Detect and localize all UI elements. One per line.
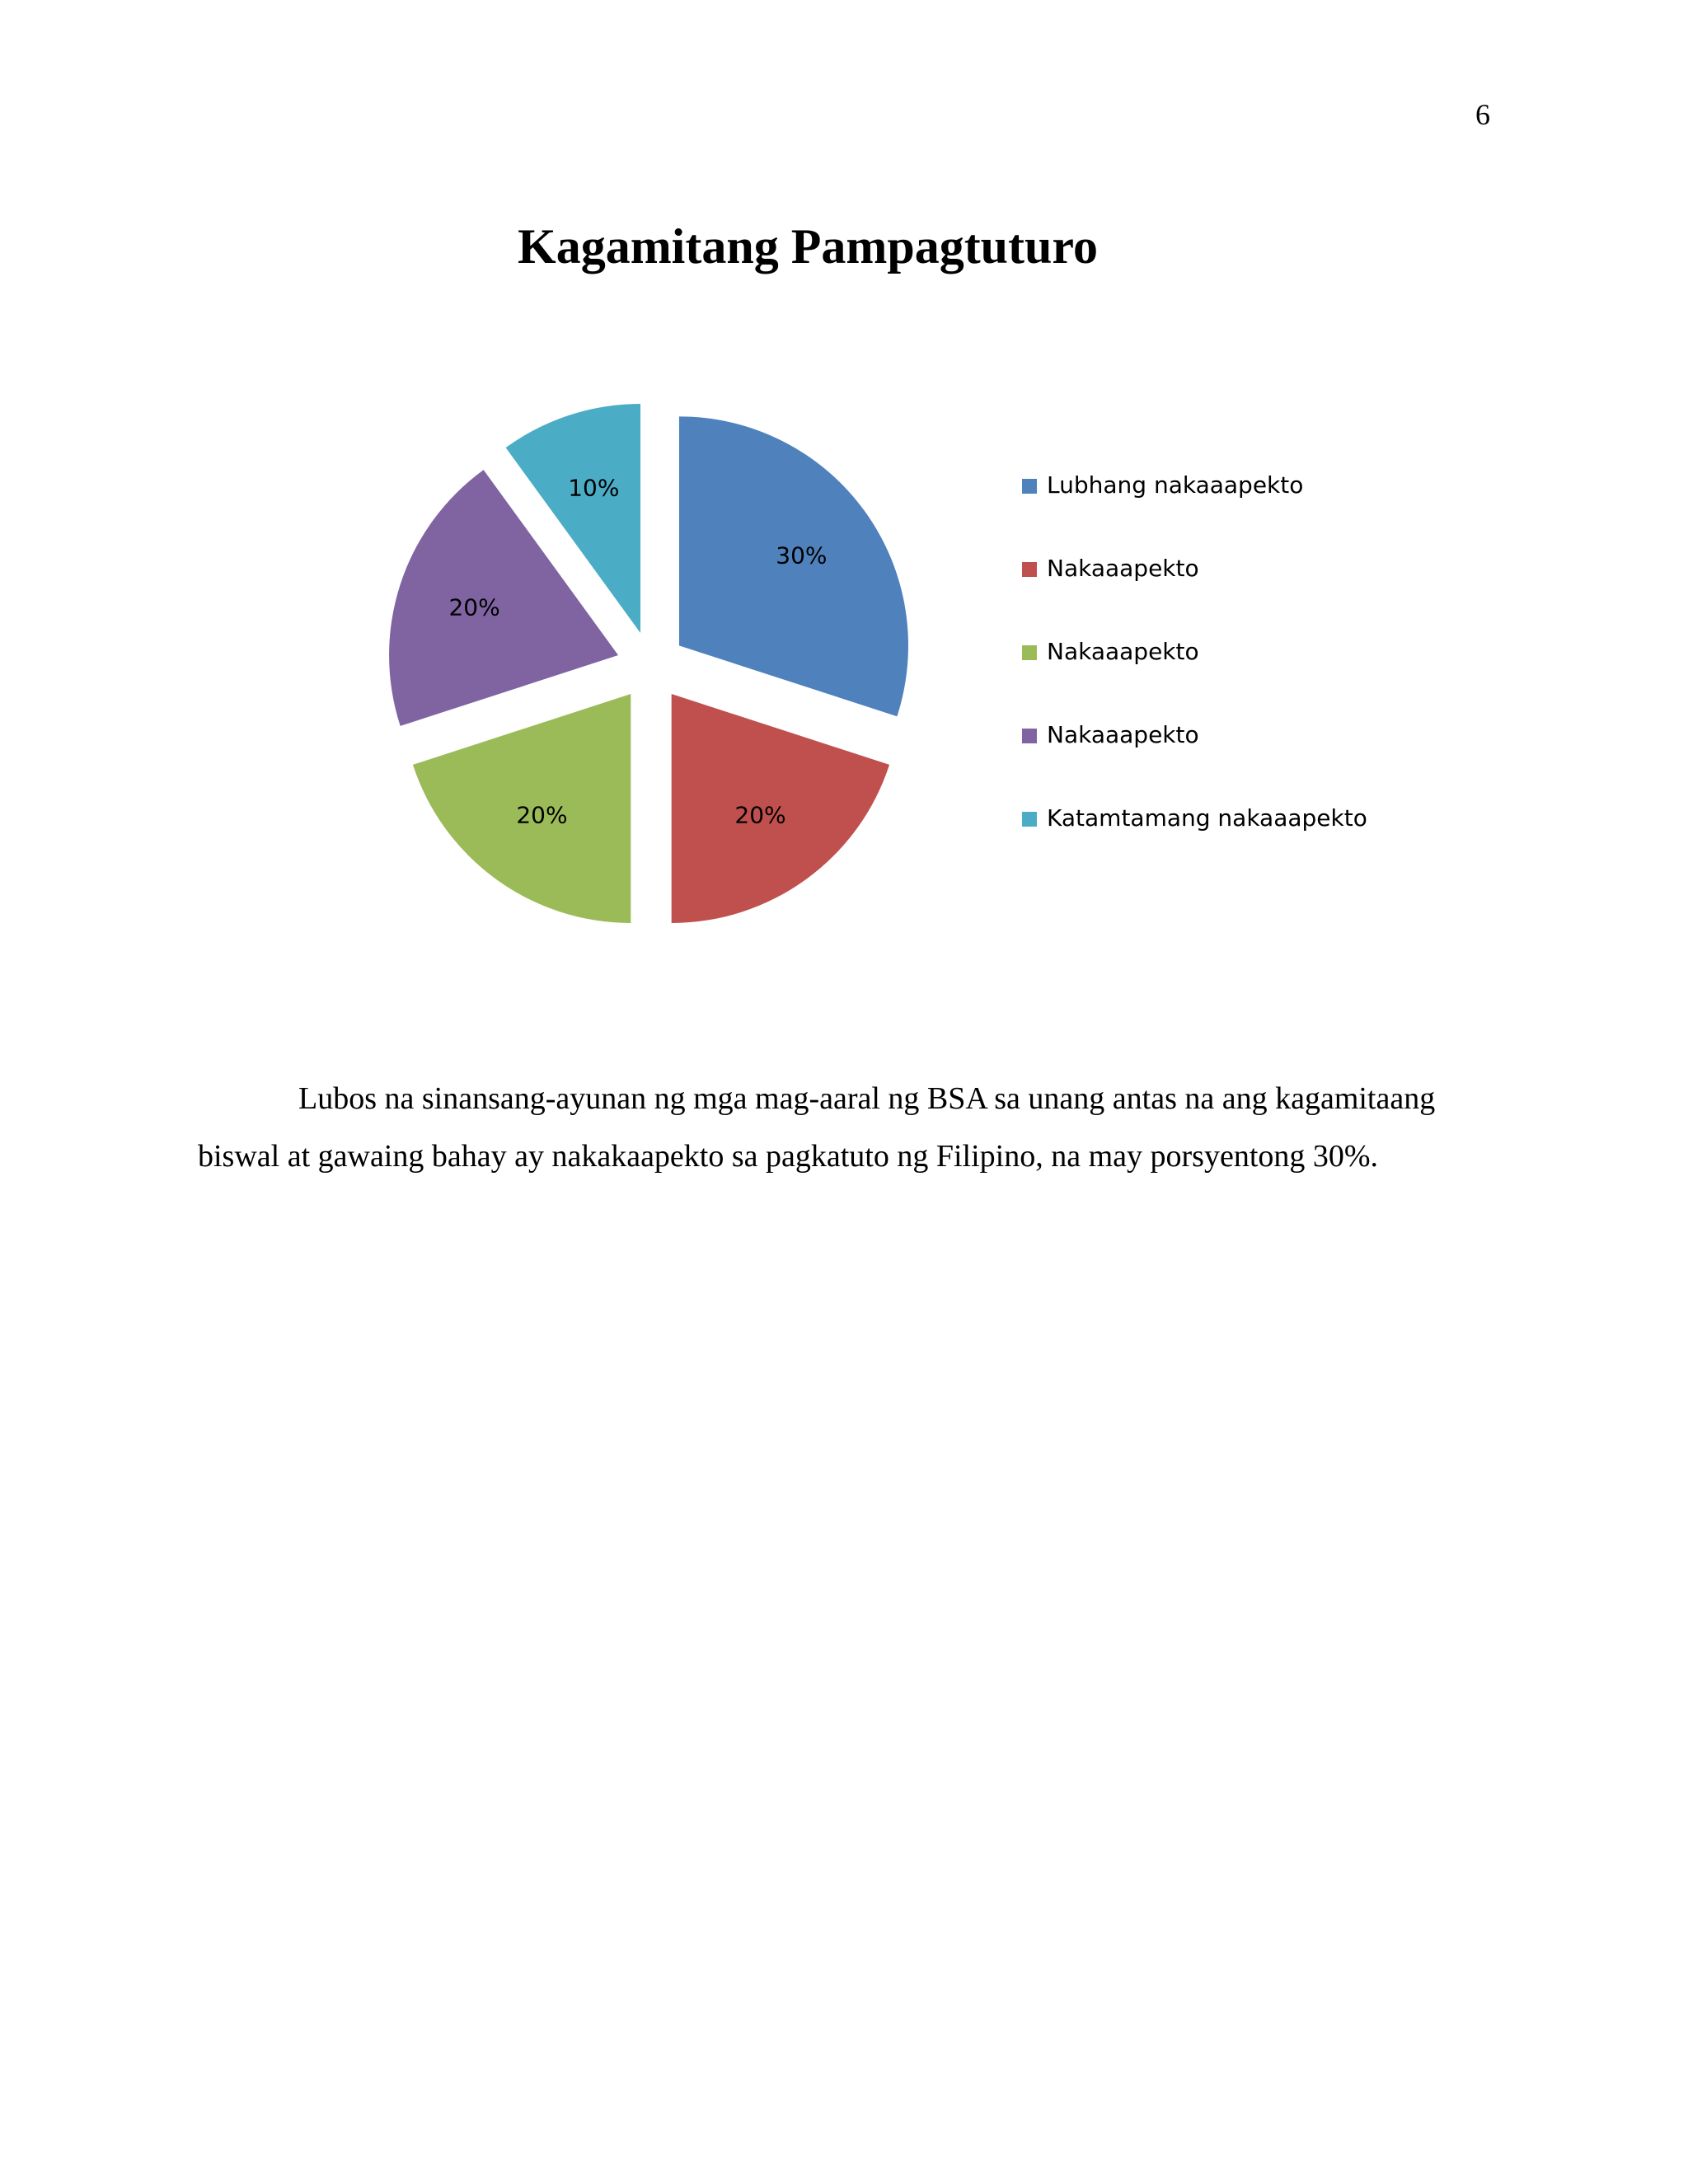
chart-title: Kagamitang Pampagtuturo xyxy=(518,219,1098,274)
legend-swatch xyxy=(1022,562,1037,577)
legend-item-nakaaapekto-2 xyxy=(1022,635,1368,669)
slice-data-label-1: 20% xyxy=(734,801,786,829)
body-text xyxy=(198,1070,1459,1185)
slice-data-label-3: 20% xyxy=(448,593,500,621)
legend-item-nakaaapekto-1 xyxy=(1022,551,1368,586)
legend-item-nakaaapekto-3 xyxy=(1022,718,1368,752)
legend-swatch xyxy=(1022,479,1037,494)
slice-data-label-2: 20% xyxy=(516,801,568,829)
legend-item-katamtamang-nakaaapekto xyxy=(1022,801,1368,836)
chart-legend xyxy=(1022,468,1368,884)
slice-data-label-4: 10% xyxy=(568,474,620,502)
legend-label: Nakaaapekto xyxy=(1047,638,1199,665)
page-number: 6 xyxy=(1475,98,1490,131)
legend-swatch xyxy=(1022,645,1037,660)
legend-label: Nakaaapekto xyxy=(1047,721,1199,748)
body-paragraph: Lubos na sinansang-ayunan ng mga mag-aaral ng BSA sa unang antas na ang kagamitaang biswal at gawaing bahay ay nakakaapekto sa pagkatuto ng Filipino, na may porsyentong 30%. xyxy=(198,1081,1436,1174)
legend-item-lubhang-nakaaapekto xyxy=(1022,468,1368,503)
legend-swatch xyxy=(1022,729,1037,743)
legend-label: Katamtamang nakaaapekto xyxy=(1047,804,1367,832)
legend-label: Lubhang nakaaapekto xyxy=(1047,471,1304,499)
legend-label: Nakaaapekto xyxy=(1047,555,1199,582)
slice-data-label-0: 30% xyxy=(776,541,828,569)
legend-swatch xyxy=(1022,812,1037,827)
pie-chart xyxy=(0,0,1688,1030)
